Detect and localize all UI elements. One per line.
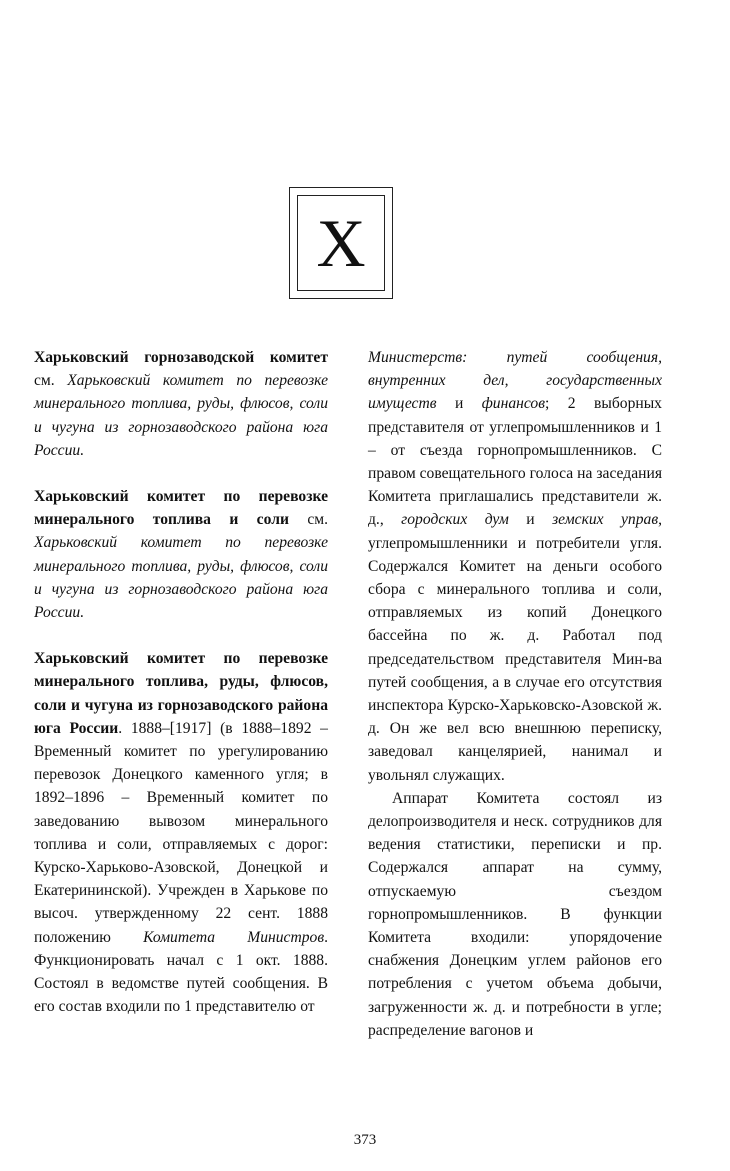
main-entry-text-5: и	[508, 511, 553, 529]
entry-2-headword: Харьковский комитет по перевозке минерального топлива и соли	[34, 488, 328, 529]
entry-3-start	[34, 647, 328, 1018]
main-entry-text-1: . 1888–[1917] (в 1888–1892 – Временный комитет по урегулированию перевозок Донецкого каменного угля; в 1892–1896 – Временный комитет по заведованию вывозом минерального топлива и соли, отправляемых с дорог: Курско-Харьково-Азовской, Донецкой и Екатерининской). Учрежден в Харькове по высоч. утвержденному 22 сент. 1888 положению	[34, 719, 328, 946]
main-entry-paragraph-2: Аппарат Комитета состоял из делопроизводителя и неск. сотрудников для ведения статистики, переписки и пр. Содержался аппарат на сумму, отпускаемую съездом горнопромышленников. В функции Комитета входили: упорядочение снабжения Донецким углем районов его потребления с учетом объема добычи, загруженности ж. д. и потребности в угле; распределение вагонов и	[368, 789, 662, 1039]
main-entry-continuation	[368, 346, 662, 787]
main-entry-italic-4: городских дум	[401, 511, 509, 529]
entry-2-see: см.	[288, 511, 329, 529]
entry-1-reference: Харьковский комитет по перевозке минерального топлива, руды, флюсов, соли и чугуна из горнозаводского района юга России.	[34, 372, 328, 459]
entry-1-see: см.	[34, 372, 68, 390]
entry-1-headword: Харьковский горнозаводской комитет	[34, 349, 328, 366]
entry-1	[34, 346, 328, 462]
left-column	[34, 346, 328, 1041]
right-column	[368, 346, 662, 1042]
page-number: 373	[353, 1132, 377, 1148]
main-entry-italic-1: Комитета Министров	[143, 928, 325, 946]
main-entry-italic-3: финансов	[481, 395, 545, 413]
entry-2-reference: Харьковский комитет по перевозке минерального топлива, руды, флюсов, соли и чугуна из горнозаводского района юга России.	[34, 534, 328, 622]
main-entry-headword: Харьковский комитет по перевозке минерального топлива, руды, флюсов, соли и чугуна из горнозаводского района юга России	[34, 650, 328, 737]
main-entry-italic-2: Министерств: путей сообщения, внутренних дел, государственных имуществ	[368, 349, 662, 413]
section-letter: Х	[297, 195, 385, 291]
section-letter-frame	[289, 187, 393, 299]
entry-2	[34, 485, 328, 624]
main-entry-text-2: . Функционировать начал с 1 окт. 1888. Состоял в ведомстве путей сообщения. В его состав входили по 1 представителю от	[34, 928, 328, 1016]
main-entry-italic-5: земских управ	[552, 511, 659, 529]
main-entry-text-6: , углепромышленники и потребители угля. Содержался Комитет на деньги особого сбора с минерального топлива и соли, отправляемых из копий Донецкого бассейна по ж. д. Работал под председательством представителя Мин-ва путей сообщения, а в случае его отсутствия инспектора Курско-Харьковско-Азовской ж. д. Он же вел всю внешнюю переписку, заведовал канцелярией, нанимал и увольнял служащих.	[368, 511, 662, 784]
main-entry-text-3: и	[436, 395, 482, 413]
main-entry-text-4: ; 2 выборных представителя от углепромышленников и 1 – от съезда горнопромышленников. С правом совещательного голоса на заседания Комитета приглашались представители ж. д.,	[368, 395, 662, 529]
